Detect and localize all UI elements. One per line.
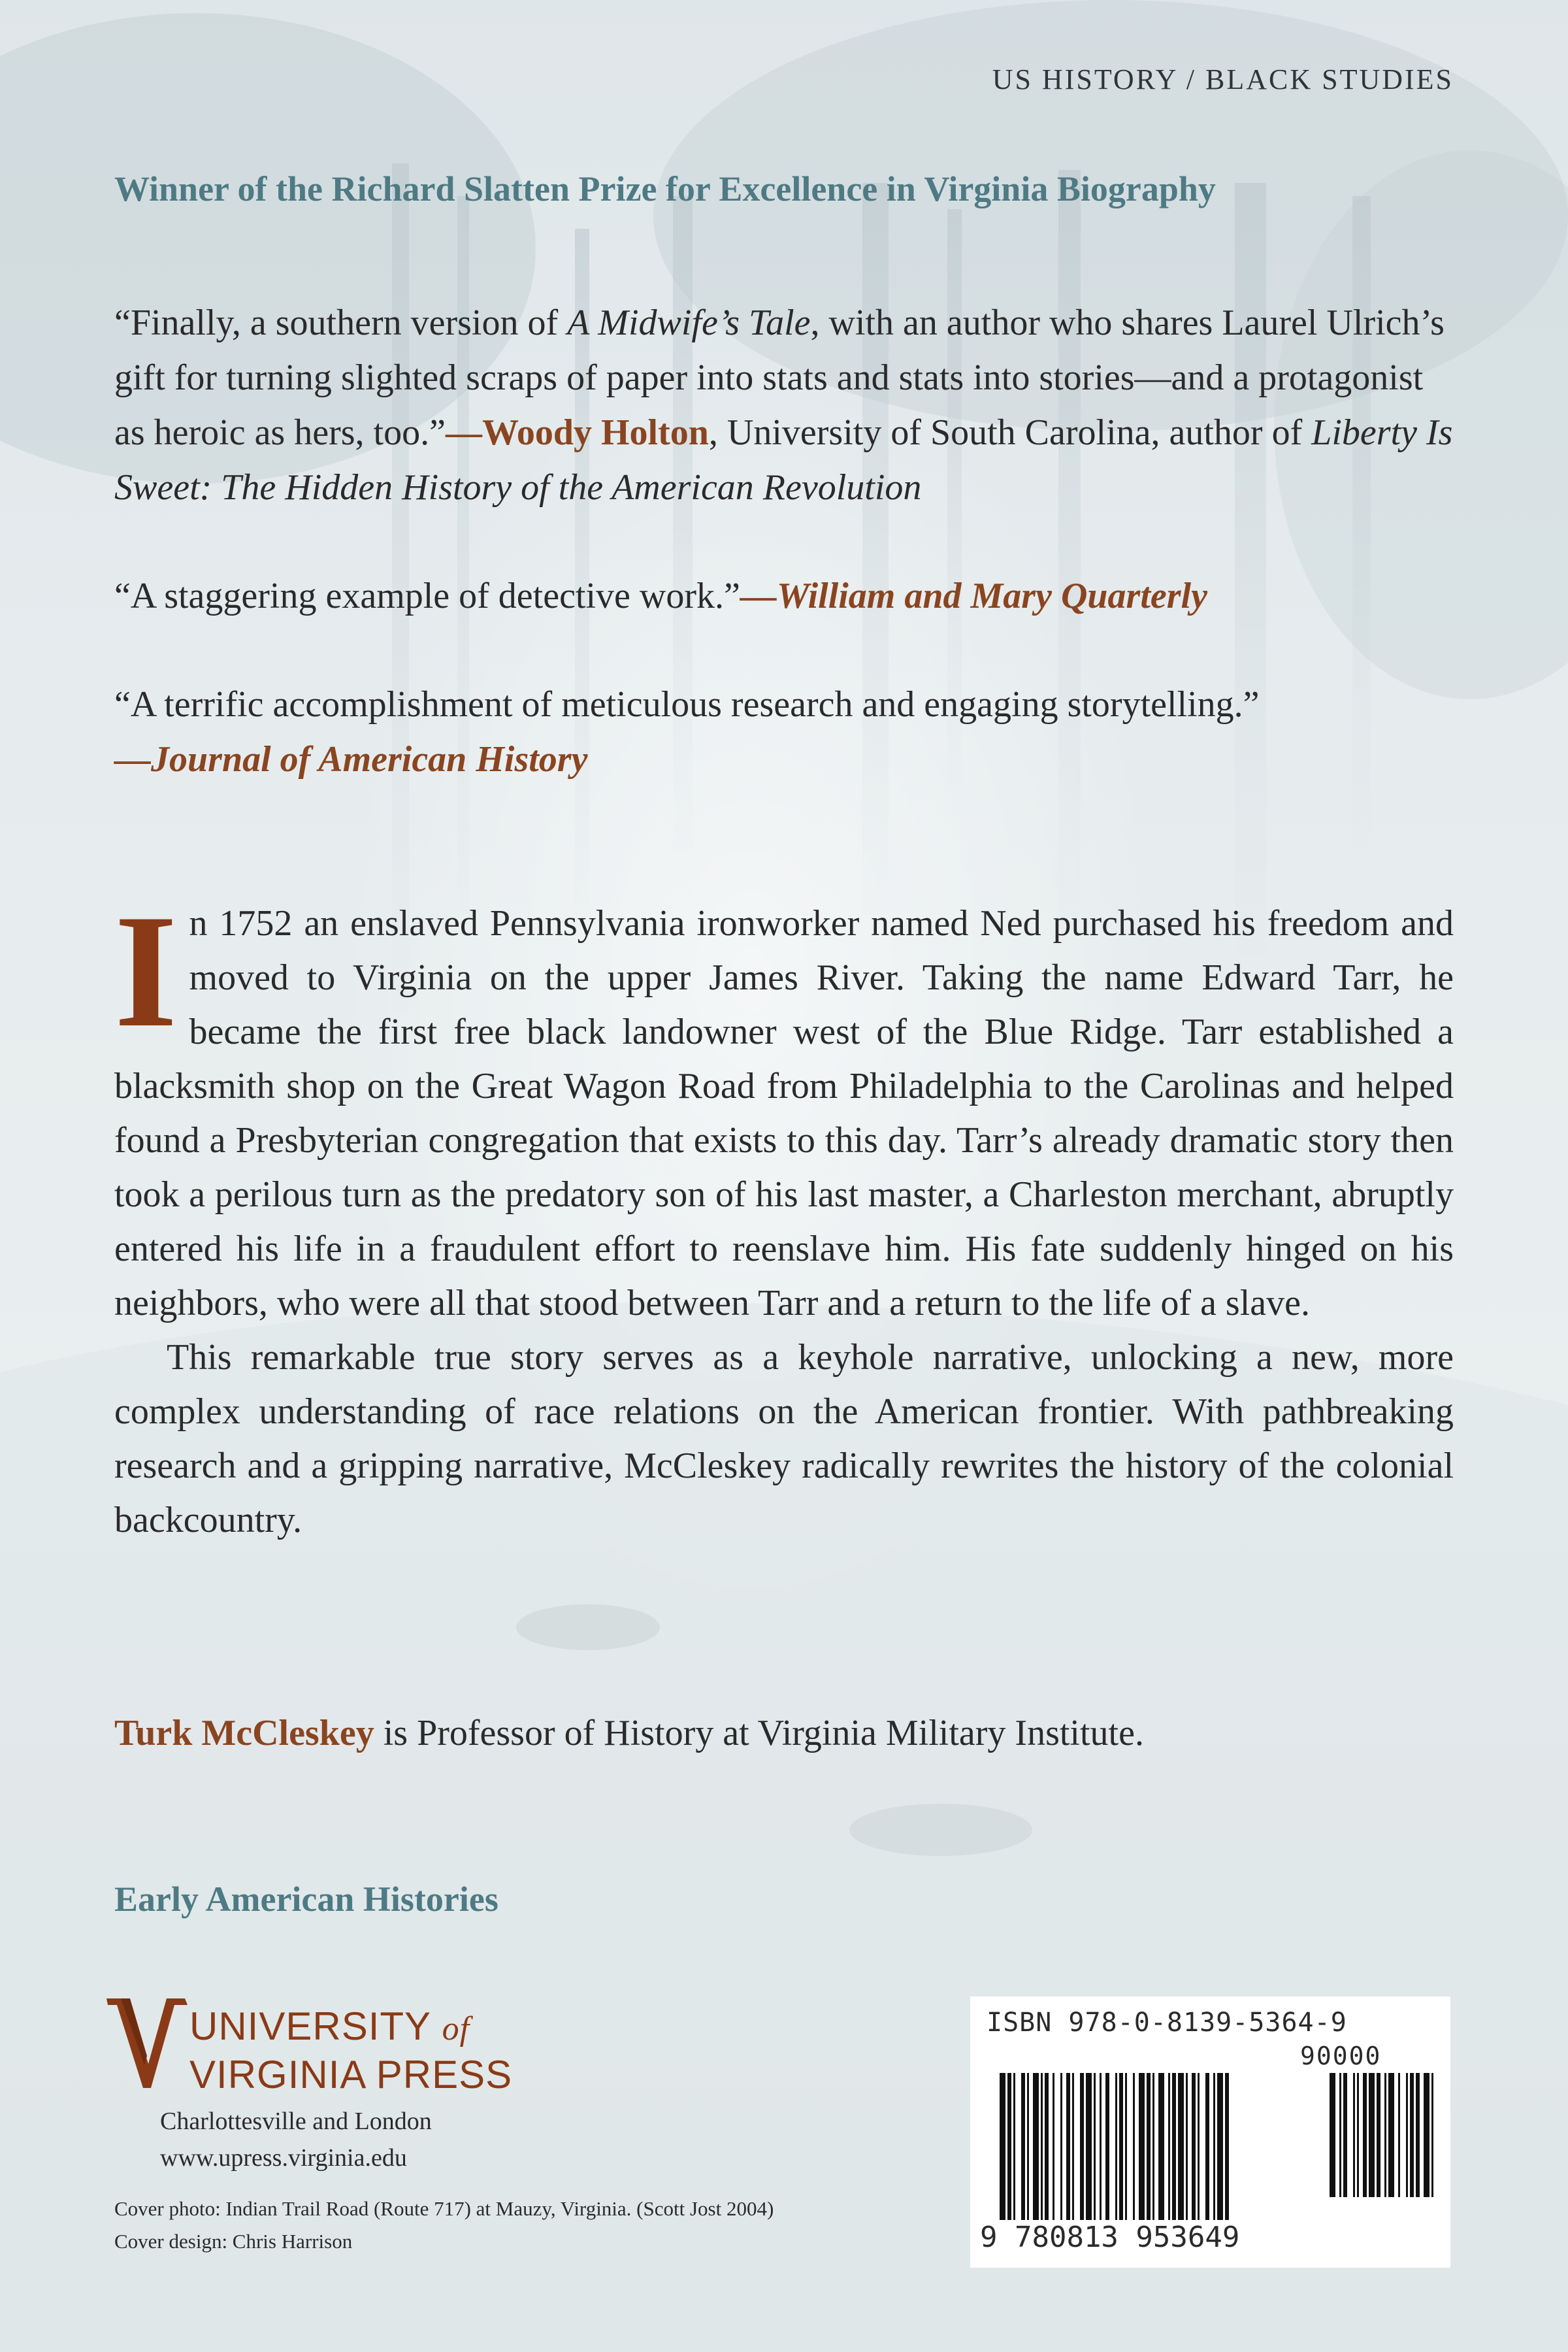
drop-cap: I	[114, 881, 178, 1061]
category-label: US HISTORY / BLACK STUDIES	[992, 63, 1454, 95]
publisher-name	[189, 2004, 512, 2098]
review-quote-jah	[114, 677, 1260, 787]
paragraph-text: n 1752 an enslaved Pennsylvania ironworker named Ned purchased his freedom and moved to Virginia on the upper James River. Taking the name Edward Tarr, he became the first free black landowner west of the Blue Ridge. Tarr established a blacksmith shop on the Great Wagon Road from Philadelphia to the Carolinas and helped found a Presbyterian congregation that exists to this day. Tarr’s already dramatic story then took a perilous turn as the predatory son of his last master, a Charleston merchant, abruptly entered his life in a fraudulent effort to reenslave him. His fate suddenly hinged on his neighbors, who were all that stood between Tarr and a return to the life of a slave.	[114, 903, 1454, 1323]
publisher-info	[160, 2103, 432, 2176]
quote-text-continued: , with an author who shares Laurel Ulrich’s gift for turning slighted scraps of paper into stats and stats into stories—and a protagonist as heroic as hers, too.”	[114, 303, 1445, 453]
quote-text: “Finally, a southern version of	[114, 303, 568, 343]
quote-book-title: A Midwife’s Tale	[567, 303, 811, 343]
author-name: Turk McCleskey	[114, 1713, 374, 1753]
quote-dash: —	[445, 412, 482, 453]
isbn-number: ISBN 978-0-8139-5364-9	[987, 2008, 1347, 2038]
author-bio-text: is Professor of History at Virginia Military Institute.	[374, 1713, 1144, 1753]
barcode-digits: 9 780813 953649	[980, 2221, 1240, 2254]
quote-text: “A staggering example of detective work.”	[114, 576, 740, 616]
quote-attribution: —William and Mary Quarterly	[740, 576, 1207, 616]
quote-affiliation: , University of South Carolina, author of	[708, 412, 1312, 453]
cover-credits	[114, 2193, 774, 2258]
publisher-line-2: VIRGINIA PRESS	[189, 2053, 513, 2096]
price-addon-code: 90000	[1300, 2042, 1382, 2070]
review-quote-wmq	[114, 569, 1207, 623]
prize-statement: Winner of the Richard Slatten Prize for Excellence in Virginia Biography	[114, 169, 1216, 208]
description-paragraph-1	[114, 881, 1454, 1331]
book-description	[114, 881, 1454, 1548]
publisher-location: Charlottesville and London	[160, 2108, 432, 2135]
publisher-url: www.upress.virginia.edu	[160, 2144, 407, 2172]
cover-photo-credit: Cover photo: Indian Trail Road (Route 717) at Mauzy, Virginia. (Scott Jost 2004)	[114, 2197, 774, 2220]
press-logo-icon	[101, 1993, 193, 2091]
quote-attribution: —Journal of American History	[114, 739, 588, 780]
series-name: Early American Histories	[114, 1880, 498, 1919]
author-bio	[114, 1712, 1144, 1754]
publisher-line-1: UNIVERSITY of	[189, 2004, 470, 2048]
quote-author-book-title: Liberty Is Sweet: The Hidden History of the American Revolution	[114, 412, 1453, 508]
description-paragraph-2: This remarkable true story serves as a keyhole narrative, unlocking a new, more complex understanding of race relations on the American frontier. With pathbreaking research and a gripping narrative, McCleskey radically rewrites the history of the colonial backcountry.	[114, 1337, 1454, 1540]
quote-attribution: Woody Holton	[482, 412, 709, 453]
cover-design-credit: Cover design: Chris Harrison	[114, 2230, 353, 2253]
barcode-icon	[1000, 2073, 1437, 2230]
quote-text: “A terrific accomplishment of meticulous research and engaging storytelling.”	[114, 684, 1260, 725]
review-quote-holton	[114, 295, 1460, 515]
